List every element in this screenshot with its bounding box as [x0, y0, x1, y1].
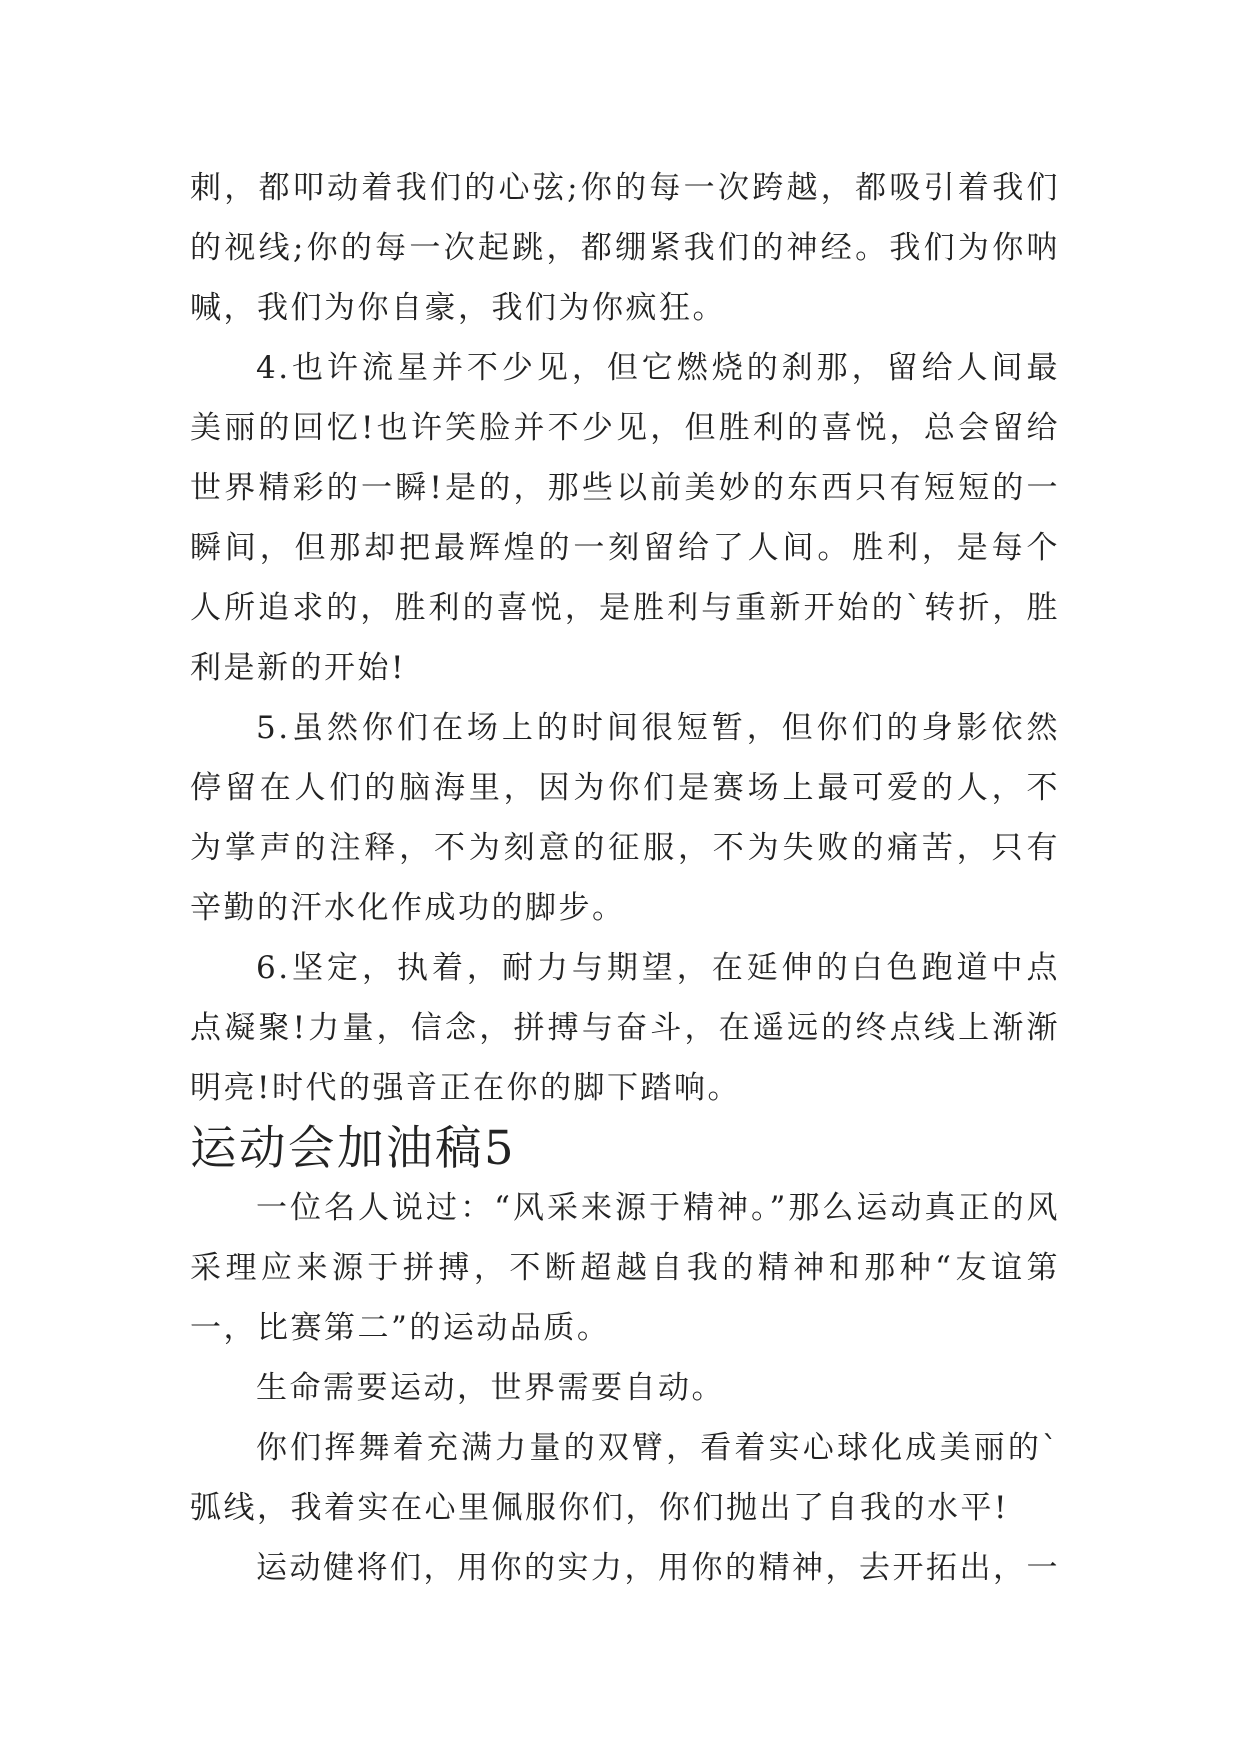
- paragraph-3: 5.虽然你们在场上的时间很短暂，但你们的身影依然停留在人们的脑海里，因为你们是赛场上最可爱的人，不为掌声的注释，不为刻意的征服，不为失败的痛苦，只有辛勤的汗水化作成功的脚步。: [190, 710, 1060, 926]
- document-body: [190, 158, 1060, 1598]
- section-heading: 运动会加油稿5: [190, 1121, 517, 1175]
- paragraph-6: 生命需要运动，世界需要自动。: [256, 1370, 725, 1406]
- paragraph-1: 刺，都叩动着我们的心弦;你的每一次跨越，都吸引着我们的视线;你的每一次起跳，都绷紧我们的神经。我们为你呐喊，我们为你自豪，我们为你疯狂。: [190, 170, 1060, 326]
- paragraph-7: 你们挥舞着充满力量的双臂，看着实心球化成美丽的`弧线，我着实在心里佩服你们，你们抛出了自我的水平!: [190, 1430, 1060, 1526]
- paragraph-8: 运动健将们，用你的实力，用你的精神，去开拓出，一: [256, 1550, 1060, 1586]
- paragraph-2: 4.也许流星并不少见，但它燃烧的刹那，留给人间最美丽的回忆!也许笑脸并不少见，但胜利的喜悦，总会留给世界精彩的一瞬!是的，那些以前美妙的东西只有短短的一瞬间，但那却把最辉煌的一刻留给了人间。胜利，是每个人所追求的，胜利的喜悦，是胜利与重新开始的`转折，胜利是新的开始!: [190, 350, 1060, 686]
- paragraph-5: 一位名人说过：“风采来源于精神。”那么运动真正的风采理应来源于拼搏，不断超越自我的精神和那种“友谊第一，比赛第二”的运动品质。: [190, 1190, 1060, 1346]
- paragraph-4: 6.坚定，执着，耐力与期望，在延伸的白色跑道中点点凝聚!力量，信念，拼搏与奋斗，在遥远的终点线上渐渐明亮!时代的强音正在你的脚下踏响。: [190, 950, 1060, 1106]
